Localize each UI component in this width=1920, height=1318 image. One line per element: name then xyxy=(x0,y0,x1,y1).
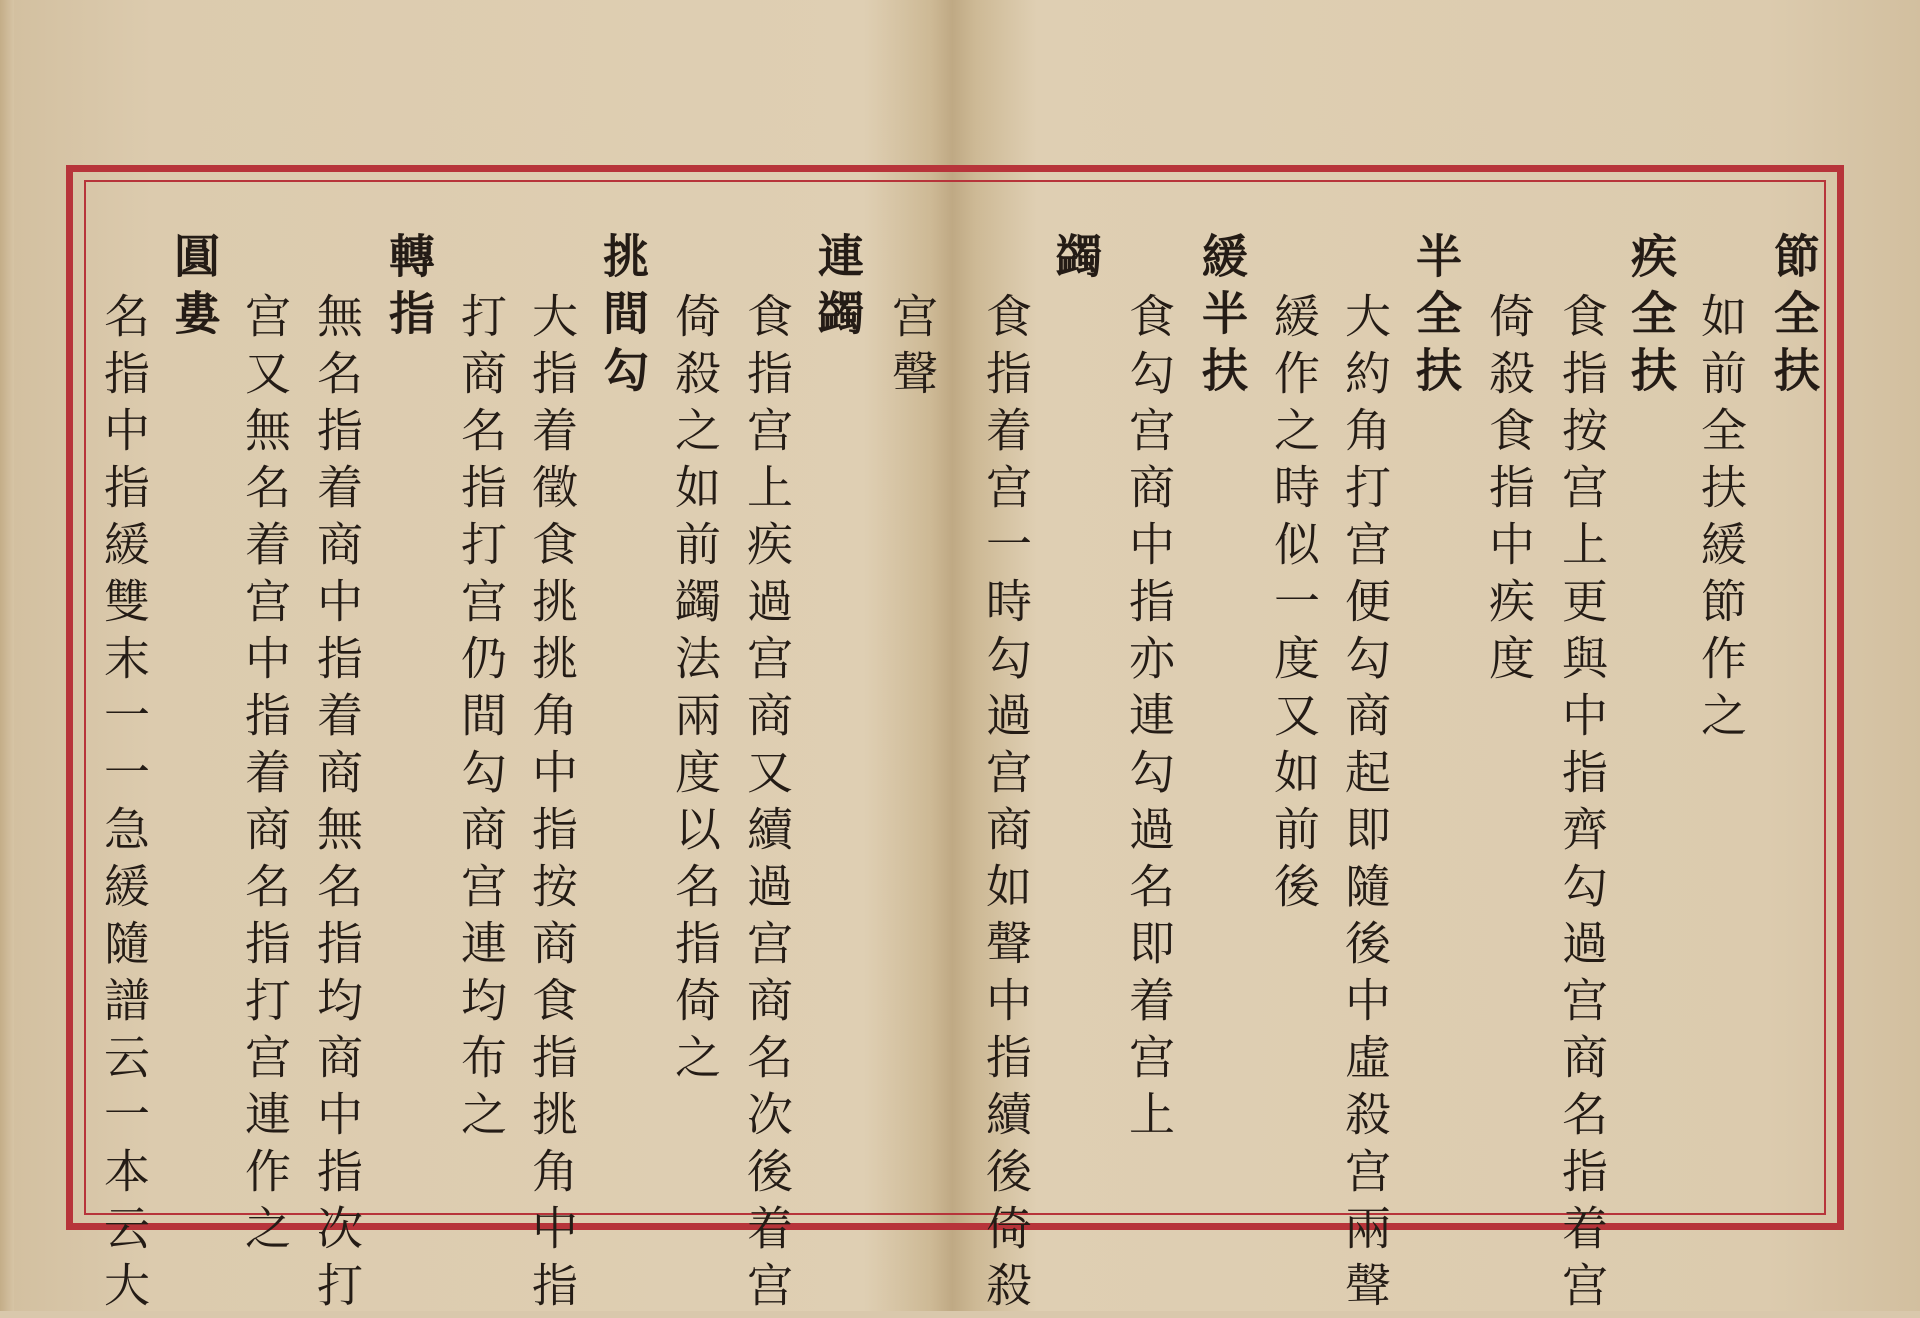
text-column: 宫又無名着宫中指着商名指打宫連作之 xyxy=(238,292,292,1261)
text-column: 打商名指打宫仍間勾商宫連均布之 xyxy=(454,292,508,1147)
text-column: 食指宫上疾過宫商又續過宫商名次後着宫 xyxy=(740,292,794,1318)
heading-column: 圓婁 xyxy=(167,232,221,346)
text-column: 名指中指緩雙末一一急緩隨譜云一本云大 xyxy=(97,292,151,1318)
text-column: 大指着徵食挑挑角中指按商食指挑角中指 xyxy=(525,292,579,1318)
page-edge xyxy=(0,0,14,1311)
heading-column: 緩半扶 xyxy=(1195,232,1249,403)
text-column: 如前全扶緩節作之 xyxy=(1694,292,1748,748)
text-column: 緩作之時似一度又如前後 xyxy=(1267,292,1321,919)
heading-column: 疾全扶 xyxy=(1624,232,1678,403)
text-column: 大約角打宫便勾商起即隨後中虛殺宫兩聲 xyxy=(1338,292,1392,1318)
text-column: 食指着宫一時勾過宫商如聲中指續後倚殺 xyxy=(979,292,1033,1318)
heading-column: 挑間勾 xyxy=(596,232,650,403)
text-column: 無名指着商中指着商無名指均商中指次打 xyxy=(310,292,364,1318)
text-column: 食勾宫商中指亦連勾過名即着宫上 xyxy=(1122,292,1176,1147)
text-column: 倚殺之如前蠲法兩度以名指倚之 xyxy=(668,292,722,1090)
heading-column: 節全扶 xyxy=(1767,232,1821,403)
text-column: 食指按宫上更與中指齊勾過宫商名指着宫 xyxy=(1555,292,1609,1318)
text-column: 宫聲 xyxy=(885,292,939,406)
heading-column: 連蠲 xyxy=(811,232,865,346)
heading-column: 半全扶 xyxy=(1409,232,1463,403)
text-column: 倚殺食指中疾度 xyxy=(1482,292,1536,691)
heading-column: 蠲 xyxy=(1049,232,1103,289)
heading-column: 轉指 xyxy=(382,232,436,346)
